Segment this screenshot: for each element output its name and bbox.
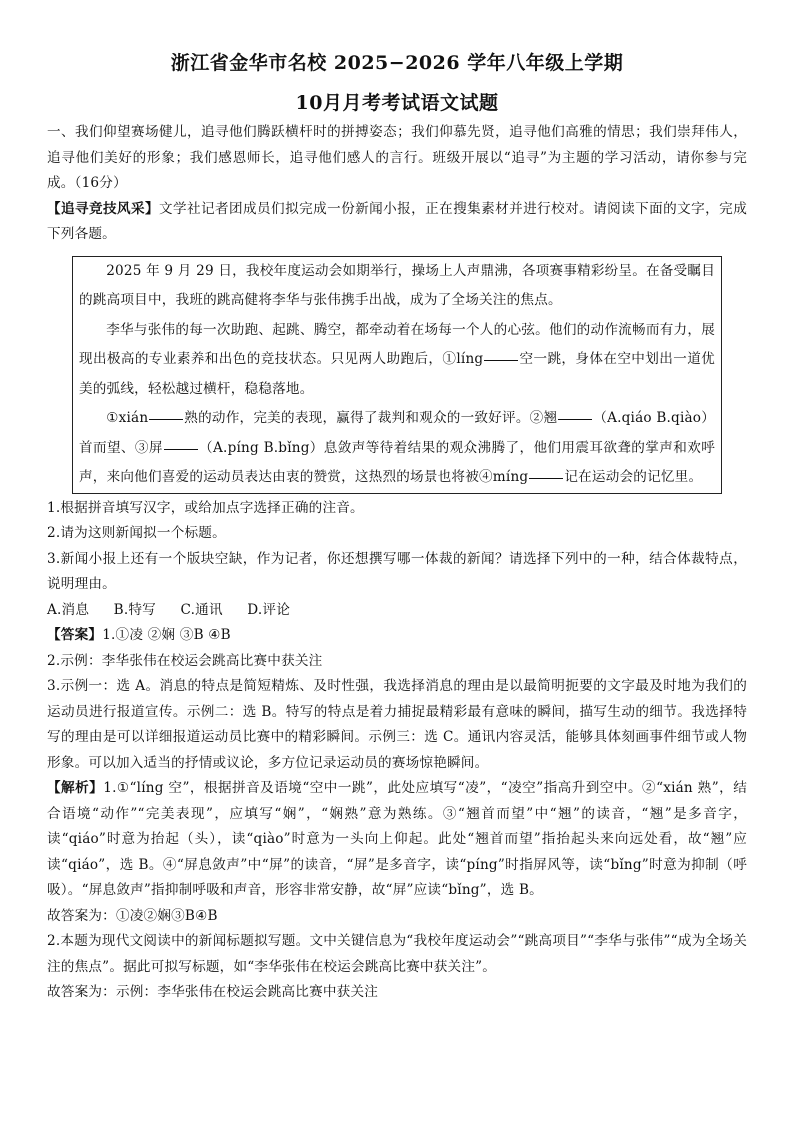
passage-text: （A.qiáo B.qiào）首而望、③屏 xyxy=(79,410,715,456)
answer-label: 【答案】 xyxy=(47,627,103,643)
passage-text: 记在运动会的记忆里。 xyxy=(564,469,703,485)
analysis-1-text: 1.①“líng 空”，根据拼音及语境“空中一跳”，此处应填写“凌”，“凌空”指高升到空中。②“xián 熟”，结合语境“动作”“完美表现”，应填写“娴”，“娴熟”意为熟练。③“翘首而望”中“翘”的读音，“翘”是多音字，读“qiáo”时意为抬起（头），读“qiào”时意为一头向上仰起。此处“翘首而望”指抬起头来向远处看，故“翘”应读“qiáo”，选 B。④“屏息敛声”中“屏”的读音，“屏”是多音字，读“píng”时指屏风等，读“bǐng”时意为抑制（呼吸）。“屏息敛声”指抑制呼吸和声音，形容非常安静，故“屏”应读“bǐng”，选 B。 xyxy=(47,780,747,898)
question-3-options xyxy=(47,598,747,624)
option-d: D.评论 xyxy=(247,601,291,618)
document-title-line2: 10月月考考试语文试题 xyxy=(295,92,499,114)
section-paragraph xyxy=(47,197,747,248)
option-c: C.通讯 xyxy=(180,601,223,618)
analysis-1 xyxy=(47,776,747,904)
news-passage-box xyxy=(72,256,722,494)
fill-blank xyxy=(484,359,518,361)
fill-blank xyxy=(529,477,563,479)
passage-paragraph-1: 2025 年 9 月 29 日，我校年度运动会如期举行，操场上人声鼎沸，各项赛事精彩纷呈。在备受瞩目的跳高项目中，我班的跳高健将李华与张伟携手出战，成为了全场关注的焦点。 xyxy=(79,262,715,308)
intro-paragraph: 一、我们仰望赛场健儿，追寻他们腾跃横杆时的拼搏姿态；我们仰慕先贤，追寻他们高雅的情思；我们崇拜伟人，追寻他们美好的形象；我们感恩师长，追寻他们感人的言行。班级开展以“追寻”为主题的学习活动，请你参与完成。（16分） xyxy=(47,124,747,191)
fill-blank xyxy=(164,448,198,450)
answer-2: 2.示例：李华张伟在校运会跳高比赛中获关注 xyxy=(47,652,323,669)
option-b: B.特写 xyxy=(113,601,156,618)
document-title-line1: 浙江省金华市名校 2025−2026 学年八年级上学期 xyxy=(170,52,624,74)
section-text: 文学社记者团成员们拟完成一份新闻小报，正在搜集素材并进行校对。请阅读下面的文字，完成下列各题。 xyxy=(47,200,747,242)
section-label: 【追寻竞技风采】 xyxy=(47,200,160,217)
question-3: 3.新闻小报上还有一个版块空缺，作为记者，你还想撰写哪一体裁的新闻？请选择下列中的一种，结合体裁特点，说明理由。 xyxy=(47,550,747,592)
question-2: 2.请为这则新闻拟一个标题。 xyxy=(47,525,226,541)
answer-1 xyxy=(47,623,747,649)
fill-blank xyxy=(558,418,592,420)
answer-1-text: 1.①凌 ②娴 ③B ④B xyxy=(102,627,231,643)
passage-text: 李华与张伟的每一次助跑、起跳、腾空，都牵动着在场每一个人的心弦。他们的动作流畅而有力，展现出极高的专业素养和出色的竞技状态。只见两人助跑后，①líng xyxy=(79,321,715,367)
analysis-1-final: 故答案为：①凌②娴③B④B xyxy=(47,907,218,924)
analysis-2: 2.本题为现代文阅读中的新闻标题拟写题。文中关键信息为“我校年度运动会”“跳高项目”“李华与张伟”“成为全场关注的焦点”。据此可拟写标题，如“李华张伟在校运会跳高比赛中获关注”。 xyxy=(47,933,747,975)
fill-blank xyxy=(149,418,183,420)
passage-text: 空一跳，身体在空中划出一道优美的弧线，轻松越过横杆，稳稳落地。 xyxy=(79,351,715,397)
document-page xyxy=(47,48,747,1006)
option-a: A.消息 xyxy=(47,601,90,618)
passage-text: 熟的动作，完美的表现，赢得了裁判和观众的一致好评。②翘 xyxy=(184,410,558,426)
analysis-2-final: 故答案为：示例：李华张伟在校运会跳高比赛中获关注 xyxy=(47,984,379,1000)
passage-text: （A.píng B.bǐng）息敛声等待着结果的观众沸腾了，他们用震耳欲聋的掌声和欢呼声，来向他们喜爱的运动员表达由衷的赞赏，这热烈的场景也将被④míng xyxy=(79,439,715,485)
passage-paragraph-3 xyxy=(79,404,715,493)
passage-paragraph-2 xyxy=(79,316,715,405)
answer-3: 3.示例一：选 A。消息的特点是简短精炼、及时性强，我选择消息的理由是以最简明扼要的文字最及时地为我们的运动员进行报道宣传。示例二：选 B。特写的特点是着力捕捉最精彩最有意味的瞬间，描写生动的细节。我选择特写的理由是可以详细报道运动员比赛中的精彩瞬间。示例三：选 C。通讯内容灵活，能够具体刻画事件细节或人物形象。可以加入适当的抒情或议论，多方位记录运动员的赛场惊艳瞬间。 xyxy=(47,678,747,771)
question-1: 1.根据拼音填写汉字，或给加点字选择正确的注音。 xyxy=(47,499,364,516)
passage-text: ①xián xyxy=(106,410,149,426)
analysis-label: 【解析】 xyxy=(47,780,104,796)
